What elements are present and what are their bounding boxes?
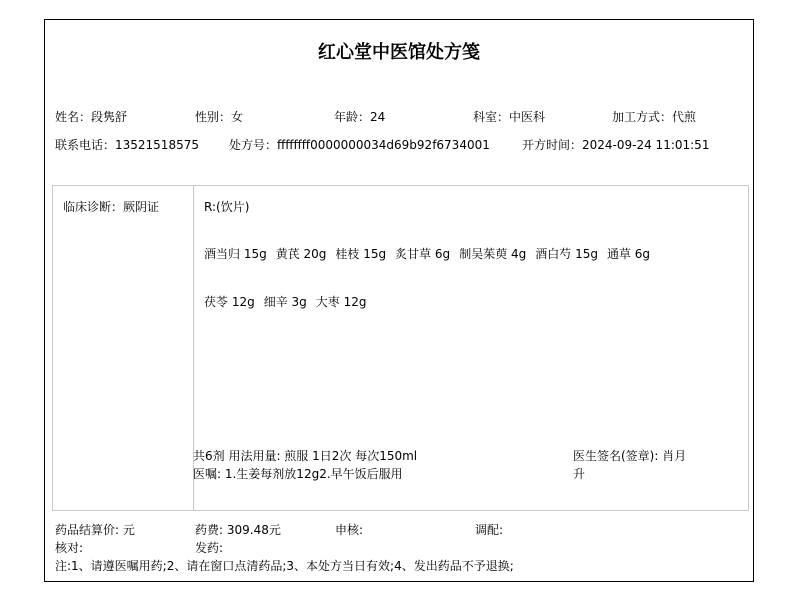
prescription-number: 处方号：ffffffff0000000034d69b92f6734001	[229, 138, 490, 152]
dispense-field: 调配:	[475, 523, 504, 537]
check-row	[55, 540, 743, 557]
drug-fee: 药费: 309.48元	[195, 523, 281, 537]
herb-list-line-2	[204, 293, 375, 310]
department: 科室：中医科	[473, 110, 546, 124]
prescription-sheet	[44, 19, 754, 582]
patient-age: 年龄：24	[334, 110, 386, 124]
herb-item: 黄芪 20g	[275, 247, 327, 261]
review-field: 申核:	[335, 523, 364, 537]
contact-row	[55, 136, 743, 154]
clinical-diagnosis: 临床诊断：厥阴证	[63, 200, 160, 214]
patient-info-row	[55, 108, 743, 126]
herb-item: 桂枝 15g	[335, 247, 387, 261]
footer-note: 注:1、请遵医嘱用药;2、请在窗口点清药品;3、本处方当日有效;4、发出药品不予退换;	[55, 559, 514, 573]
herb-item: 通草 6g	[606, 247, 651, 261]
drug-settlement-price: 药品结算价: 元	[55, 523, 135, 537]
herb-item: 大枣 12g	[315, 295, 367, 309]
patient-gender: 性别：女	[195, 110, 244, 124]
prescription-time: 开方时间：2024-09-24 11:01:51	[522, 138, 710, 152]
issue-field: 发药:	[195, 541, 224, 555]
billing-row	[55, 522, 743, 539]
usage-section	[193, 447, 417, 483]
processing-method: 加工方式：代煎	[612, 110, 697, 124]
herb-item: 酒当归 15g	[204, 247, 267, 261]
herb-item: 茯苓 12g	[204, 295, 255, 309]
check-field: 核对:	[55, 541, 84, 555]
herb-item: 酒白芍 15g	[535, 247, 598, 261]
medical-advice: 医嘱: 1.生姜每剂放12g2.早午饭后服用	[193, 467, 403, 481]
phone-number: 联系电话：13521518575	[55, 138, 199, 152]
page-title: 红心堂中医馆处方笺	[318, 42, 480, 63]
doctor-signature: 医生签名(签章): 肖月升	[573, 449, 687, 481]
herb-item: 炙甘草 6g	[395, 247, 451, 261]
rx-header: R:(饮片)	[204, 200, 250, 214]
herb-item: 制吴茱萸 4g	[459, 247, 527, 261]
herb-list-line-1	[204, 245, 659, 262]
patient-name: 姓名：段隽舒	[55, 110, 128, 124]
usage-dosage: 共6剂 用法用量: 煎服 1日2次 每次150ml	[193, 449, 418, 463]
prescription-box	[52, 185, 749, 511]
herb-item: 细辛 3g	[263, 295, 307, 309]
